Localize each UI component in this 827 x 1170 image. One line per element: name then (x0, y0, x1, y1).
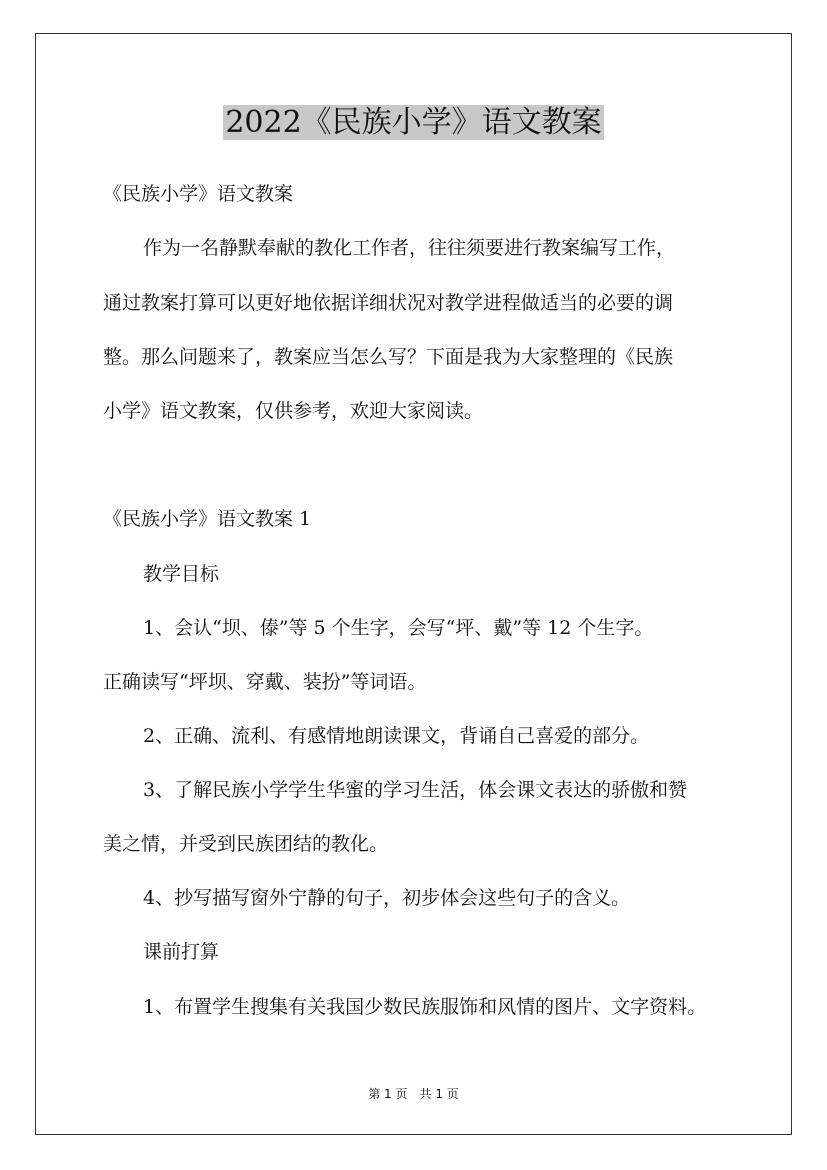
goal-4: 4、抄写描写窗外宁静的句子，初步体会这些句子的含义。 (143, 887, 631, 909)
document-subtitle: 《民族小学》语文教案 (103, 183, 294, 205)
section-heading: 《民族小学》语文教案 1 (103, 508, 312, 530)
goal-1-line-2: 正确读写“坪坝、穿戴、装扮”等词语。 (103, 671, 427, 693)
intro-line-3: 整。那么问题来了，教案应当怎么写？下面是我为大家整理的《民族 (103, 346, 674, 368)
intro-line-1: 作为一名静默奉献的教化工作者，往往须要进行教案编写工作， (143, 237, 676, 259)
goal-2: 2、正确、流利、有感情地朗读课文，背诵自己喜爱的部分。 (143, 725, 650, 747)
intro-line-4: 小学》语文教案，仅供参考，欢迎大家阅读。 (103, 400, 484, 422)
goals-heading: 教学目标 (143, 563, 220, 585)
prep-heading: 课前打算 (143, 941, 220, 963)
prep-item-1: 1、布置学生搜集有关我国少数民族服饰和风情的图片、文字资料。 (143, 996, 707, 1018)
document-title-text: 2022《民族小学》语文教案 (225, 105, 602, 140)
goal-3-line-1: 3、了解民族小学学生华蜜的学习生活，体会课文表达的骄傲和赞 (143, 779, 688, 801)
document-title (0, 102, 827, 144)
intro-line-2: 通过教案打算可以更好地依据详细状况对教学进程做适当的必要的调 (103, 292, 674, 314)
page-footer: 第 1 页 共 1 页 (368, 1087, 459, 1101)
goal-1-line-1: 1、会认“坝、傣”等 5 个生字，会写“坪、戴”等 12 个生字。 (143, 617, 654, 639)
goal-3-line-2: 美之情，并受到民族团结的教化。 (103, 833, 389, 855)
